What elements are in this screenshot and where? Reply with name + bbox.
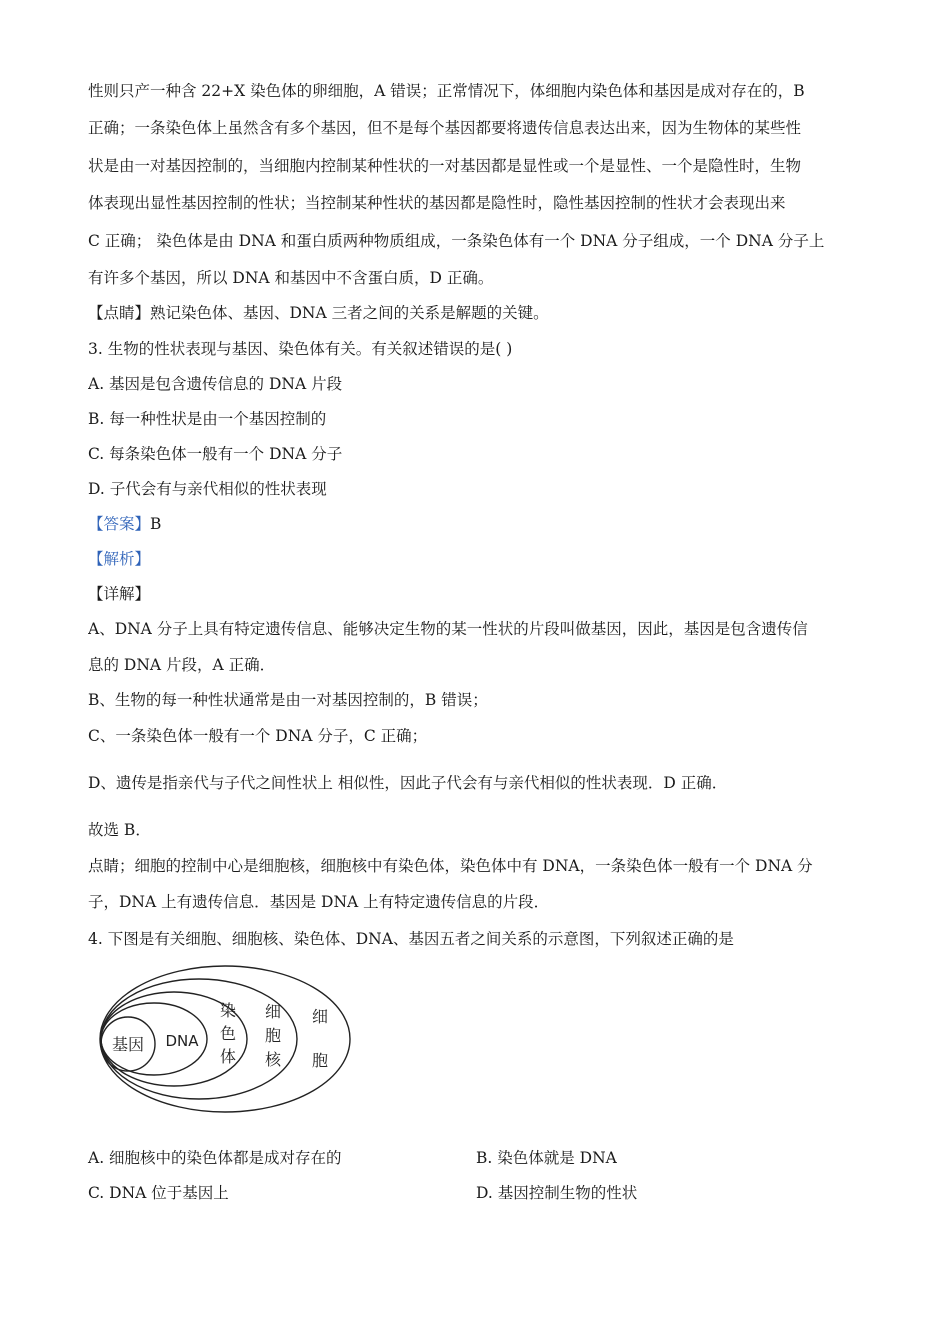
q3-option-b: B. 每一种性状是由一个基因控制的 [88,410,327,428]
nucleus-label-2: 胞 [264,1026,282,1045]
q3-option-d: D. 子代会有与亲代相似的性状表现 [88,480,327,498]
dna-label: DNA [165,1032,199,1050]
q3-option-c: C. 每条染色体一般有一个 DNA 分子 [88,445,343,463]
nested-ellipse-diagram [96,962,358,1116]
answer-line [88,513,868,535]
question-3-stem: 3. 生物的性状表现与基因、染色体有关。有关叙述错误的是( ) [88,340,513,358]
text-line: 性则只产一种含 22+X 染色体的卵细胞，A 错误；正常情况下，体细胞内染色体和基因是成对存在的，B [88,82,805,100]
gene-label: 基因 [111,1035,145,1054]
text-line: 息的 DNA 片段，A 正确． [88,656,276,674]
text-line: 有许多个基因，所以 DNA 和基因中不含蛋白质，D 正确。 [88,269,494,287]
answer-label: 【答案】 [88,515,151,533]
text-line: 正确；一条染色体上虽然含有多个基因，但不是每个基因都要将遗传信息表达出来，因为生物体的某些性 [88,119,802,137]
q4-option-d: D. 基因控制生物的性状 [476,1184,638,1202]
chromosome-label-1: 染 [219,1001,237,1020]
text-line: 点睛；细胞的控制中心是细胞核，细胞核中有染色体，染色体中有 DNA，一条染色体一般有一个 DNA 分 [88,857,813,875]
analysis-label: 【解析】 [88,550,151,568]
text-line: A、DNA 分子上具有特定遗传信息、能够决定生物的某一性状的片段叫做基因，因此，基因是包含遗传信 [88,620,808,638]
nucleus-label-3: 核 [264,1050,282,1069]
chromosome-label-3: 体 [219,1047,237,1066]
text-line: C、一条染色体一般有一个 DNA 分子，C 正确； [88,727,428,745]
q4-option-b: B. 染色体就是 DNA [476,1149,617,1167]
text-line: 故选 B． [88,821,151,839]
key-point-note: 【点睛】熟记染色体、基因、DNA 三者之间的关系是解题的关键。 [88,304,549,322]
text-line: B、生物的每一种性状通常是由一对基因控制的，B 错误； [88,691,488,709]
cell-label-2: 胞 [311,1051,329,1070]
text-line: 子，DNA 上有遗传信息．基因是 DNA 上有特定遗传信息的片段． [88,893,550,911]
detail-label: 【详解】 [88,585,151,603]
q4-option-c: C. DNA 位于基因上 [88,1184,229,1202]
text-line: D、遗传是指亲代与子代之间性状上 相似性，因此子代会有与亲代相似的性状表现．D 正确． [88,774,728,792]
text-line: 状是由一对基因控制的，当细胞内控制某种性状的一对基因都是显性或一个是显性、一个是隐性时，生物 [88,157,802,175]
text-line: 体表现出显性基因控制的性状；当控制某种性状的基因都是隐性时，隐性基因控制的性状才会表现出来 [88,194,786,212]
answer-value: B [150,515,162,533]
q4-option-a: A. 细胞核中的染色体都是成对存在的 [88,1149,342,1167]
cell-label-1: 细 [311,1007,329,1026]
nucleus-label-1: 细 [264,1002,282,1021]
question-4-stem: 4. 下图是有关细胞、细胞核、染色体、DNA、基因五者之间关系的示意图，下列叙述正确的是 [88,930,734,948]
q3-option-a: A. 基因是包含遗传信息的 DNA 片段 [88,375,343,393]
text-line: C 正确； 染色体是由 DNA 和蛋白质两种物质组成，一条染色体有一个 DNA 分子组成，一个 DNA 分子上 [88,232,825,250]
chromosome-label-2: 色 [219,1024,237,1043]
